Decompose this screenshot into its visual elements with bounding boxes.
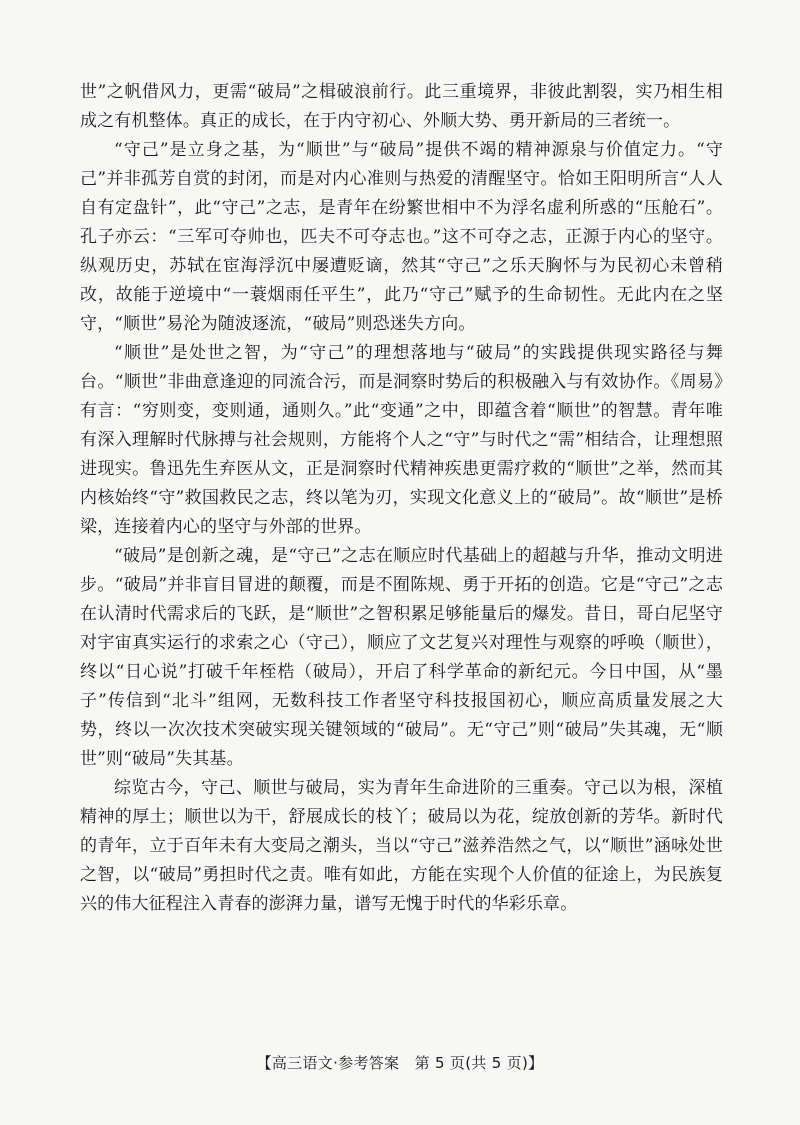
paragraph-conclusion: 综览古今，守己、顺世与破局，实为青年生命进阶的三重奏。守己以为根，深植精神的厚土；顺世以为干，舒展成长的枝丫；破局以为花，绽放创新的芳华。新时代的青年，立于百年未有大变局之潮头，当以“守己”滋养浩然之气，以“顺世”涵咏处世之智，以“破局”勇担时代之责。唯有如此，方能在实现个人价值的征途上，为民族复兴的伟大征程注入青春的澎湃力量，谱写无愧于时代的华彩乐章。 — [80, 778, 723, 914]
paragraph-continuation: 世”之帆借风力，更需“破局”之楫破浪前行。此三重境界，非彼此割裂，实乃相生相成之有机整体。真正的成长，在于内守初心、外顺大势、勇开新局的三者统一。 — [80, 82, 723, 131]
paragraph-poju: “破局”是创新之魂，是“守己”之志在顺应时代基础上的超越与升华，推动文明进步。“破局”并非盲目冒进的颠覆，而是不囿陈规、勇于开拓的创造。它是“守己”之志在认清时代需求后的飞跃，是“顺世”之智积累足够能量后的爆发。昔日，哥白尼坚守对宇宙真实运行的求索之心（守己），顺应了文艺复兴对理性与观察的呼唤（顺世），终以“日心说”打破千年桎梏（破局），开启了科学革命的新纪元。今日中国，从“墨子”传信到“北斗”组网，无数科技工作者坚守科技报国初心，顺应高质量发展之大势，终以一次次技术突破实现关键领域的“破局”。无“守己”则“破局”失其魂，无“顺世”则“破局”失其基。 — [80, 546, 723, 769]
essay-body — [80, 78, 723, 919]
paragraph-shouji: “守己”是立身之基，为“顺世”与“破局”提供不竭的精神源泉与价值定力。“守己”并非孤芳自赏的封闭，而是对内心准则与热爱的清醒坚守。恰如王阳明所言“人人自有定盘针”，此“守己”之志，是青年在纷繁世相中不为浮名虚利所惑的“压舱石”。孔子亦云：“三军可夺帅也，匹夫不可夺志也。”这不可夺之志，正源于内心的坚守。纵观历史，苏轼在宦海浮沉中屡遭贬谪，然其“守己”之乐天胸怀与为民初心未曾稍改，故能于逆境中“一蓑烟雨任平生”，此乃“守己”赋予的生命韧性。无此内在之坚守，“顺世”易沦为随波逐流，“破局”则恐迷失方向。 — [80, 140, 723, 334]
page-footer: 【高三语文·参考答案 第 5 页(共 5 页)】 — [256, 1054, 544, 1072]
paragraph-shunshi: “顺世”是处世之智，为“守己”的理想落地与“破局”的实践提供现实路径与舞台。“顺世”非曲意逢迎的同流合污，而是洞察时势后的积极融入与有效协作。《周易》有言：“穷则变，变则通，通则久。”此“变通”之中，即蕴含着“顺世”的智慧。青年唯有深入理解时代脉搏与社会规则，方能将个人之“守”与时代之“需”相结合，让理想照进现实。鲁迅先生弃医从文，正是洞察时代精神疾患更需疗救的“顺世”之举，然而其内核始终“守”救国救民之志，终以笔为刃，实现文化意义上的“破局”。故“顺世”是桥梁，连接着内心的坚守与外部的世界。 — [80, 343, 723, 537]
